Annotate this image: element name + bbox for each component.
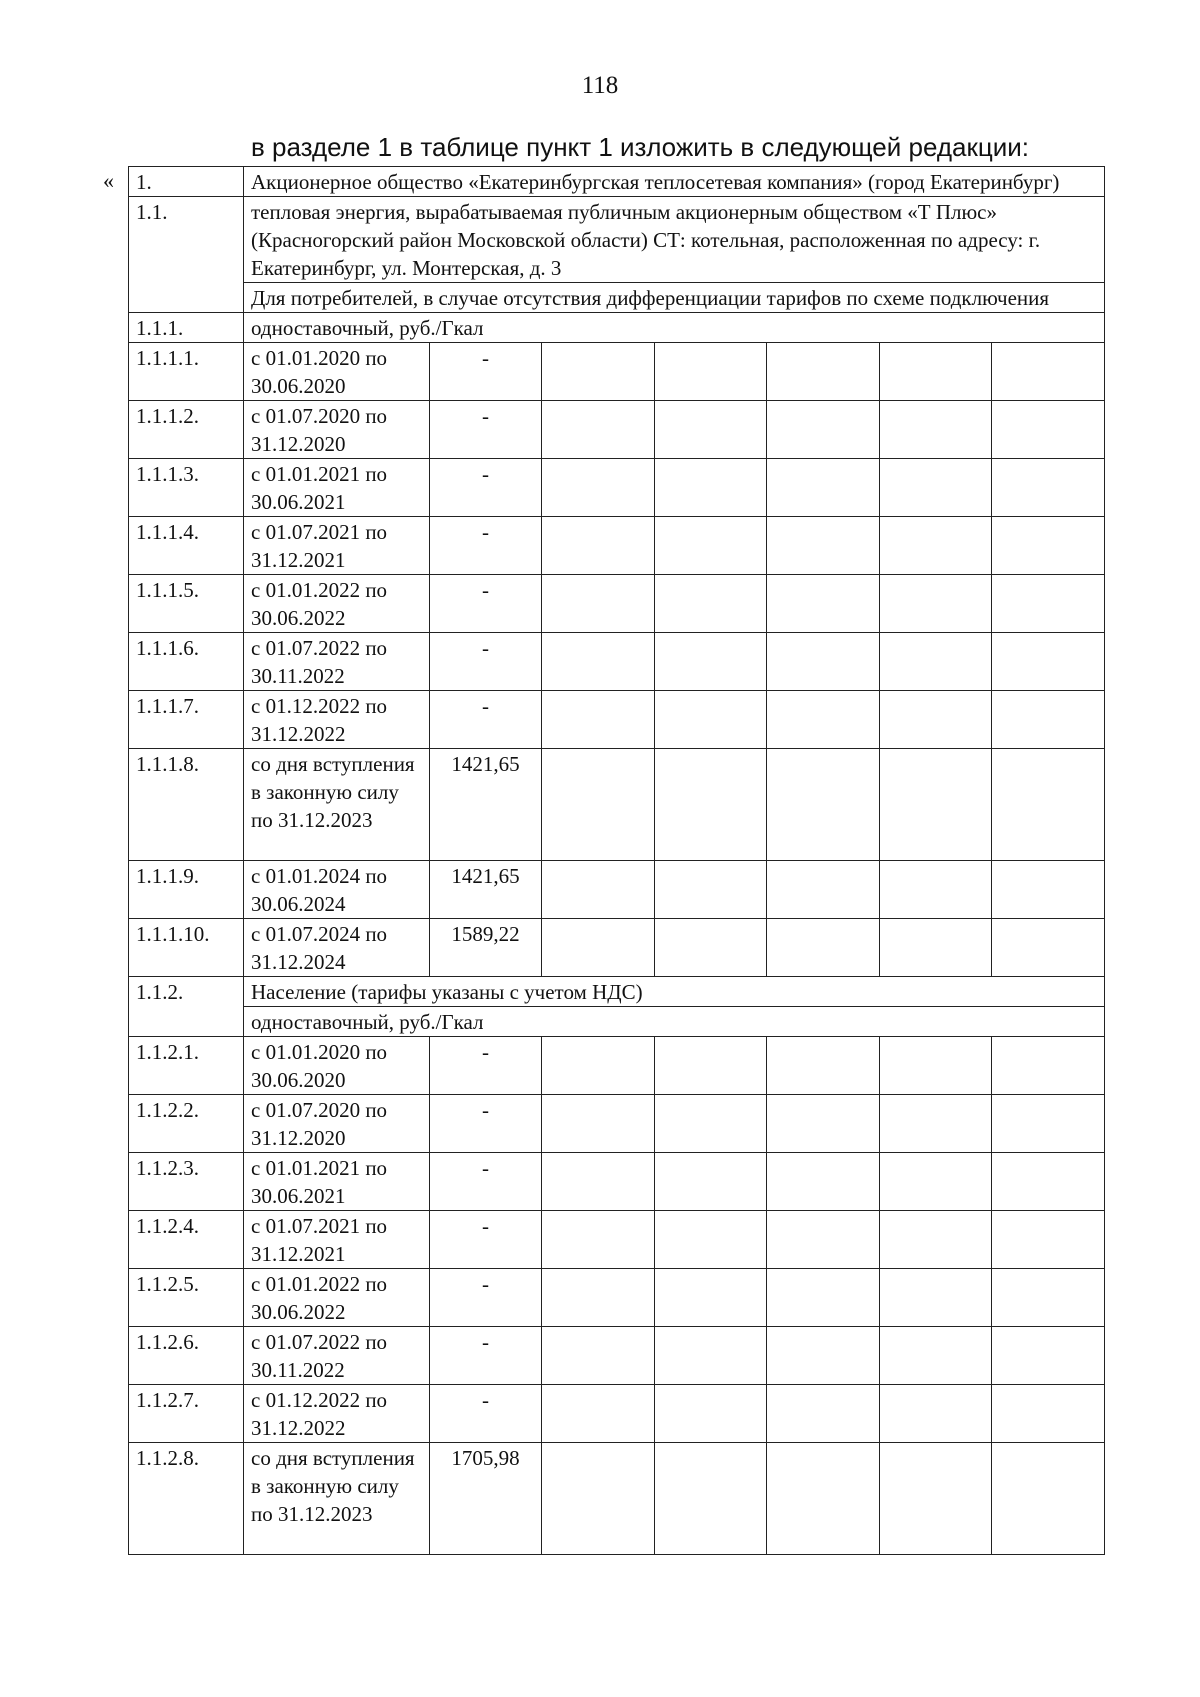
row-number: 1.1.1.9. (129, 861, 244, 919)
table-row (129, 459, 1105, 517)
empty-cell (880, 1385, 992, 1443)
table-row (129, 401, 1105, 459)
opening-quote-mark: « (103, 168, 114, 193)
empty-cell (767, 1327, 880, 1385)
table-row (129, 633, 1105, 691)
row-number: 1.1.1.8. (129, 749, 244, 861)
empty-cell (992, 633, 1105, 691)
empty-cell (992, 517, 1105, 575)
empty-cell (542, 919, 655, 977)
consumers-row (129, 283, 1105, 313)
page-number: 118 (581, 72, 619, 99)
empty-cell (992, 691, 1105, 749)
energy-row (129, 197, 1105, 283)
table-row (129, 1269, 1105, 1327)
empty-cell (992, 1269, 1105, 1327)
value-cell: - (430, 691, 542, 749)
table-row (129, 575, 1105, 633)
consumers-description: Для потребителей, в случае отсутствия дифференциации тарифов по схеме подключения (244, 283, 1105, 313)
empty-cell (542, 1327, 655, 1385)
period-cell: со дня вступления в законную силу по 31.12.2023 (244, 1443, 430, 1555)
table-row (129, 691, 1105, 749)
empty-cell (880, 343, 992, 401)
rate-type: одноставочный, руб./Гкал (244, 1007, 1105, 1037)
empty-cell (880, 1095, 992, 1153)
population-row (129, 977, 1105, 1007)
period-cell: с 01.07.2022 по 30.11.2022 (244, 633, 430, 691)
row-number: 1.1.2.7. (129, 1385, 244, 1443)
empty-cell (542, 401, 655, 459)
org-row (129, 167, 1105, 197)
row-number: 1.1.1.5. (129, 575, 244, 633)
row-number: 1.1.1.7. (129, 691, 244, 749)
empty-cell (767, 459, 880, 517)
period-cell: с 01.01.2021 по 30.06.2021 (244, 1153, 430, 1211)
empty-cell (992, 343, 1105, 401)
empty-cell (767, 1385, 880, 1443)
empty-cell (767, 343, 880, 401)
value-cell: - (430, 1153, 542, 1211)
empty-cell (992, 401, 1105, 459)
empty-cell (880, 401, 992, 459)
period-cell: с 01.01.2021 по 30.06.2021 (244, 459, 430, 517)
empty-cell (655, 401, 767, 459)
value-cell: - (430, 517, 542, 575)
org-name: Акционерное общество «Екатеринбургская теплосетевая компания» (город Екатеринбург) (244, 167, 1105, 197)
row-number: 1.1.1.2. (129, 401, 244, 459)
period-cell: с 01.01.2022 по 30.06.2022 (244, 575, 430, 633)
empty-cell (880, 575, 992, 633)
table-row (129, 749, 1105, 861)
empty-cell (542, 343, 655, 401)
empty-cell (880, 1037, 992, 1095)
empty-cell (992, 861, 1105, 919)
empty-cell (880, 1443, 992, 1555)
empty-cell (992, 749, 1105, 861)
row-number: 1.1.2.5. (129, 1269, 244, 1327)
empty-cell (767, 749, 880, 861)
period-cell: с 01.12.2022 по 31.12.2022 (244, 1385, 430, 1443)
empty-cell (655, 691, 767, 749)
row-number: 1.1.1. (129, 313, 244, 343)
row-number: 1.1.2.3. (129, 1153, 244, 1211)
empty-cell (542, 1095, 655, 1153)
row-number: 1.1. (129, 197, 244, 313)
empty-cell (767, 633, 880, 691)
row-number: 1.1.2.1. (129, 1037, 244, 1095)
value-cell: - (430, 1327, 542, 1385)
empty-cell (542, 633, 655, 691)
table-row (129, 1153, 1105, 1211)
value-cell: - (430, 343, 542, 401)
empty-cell (767, 1153, 880, 1211)
table-row (129, 1211, 1105, 1269)
row-number: 1.1.1.10. (129, 919, 244, 977)
empty-cell (655, 861, 767, 919)
empty-cell (655, 749, 767, 861)
period-cell: с 01.07.2020 по 31.12.2020 (244, 401, 430, 459)
value-cell: - (430, 1269, 542, 1327)
empty-cell (542, 1153, 655, 1211)
empty-cell (542, 1269, 655, 1327)
empty-cell (992, 1443, 1105, 1555)
period-cell: с 01.07.2021 по 31.12.2021 (244, 517, 430, 575)
empty-cell (655, 1153, 767, 1211)
empty-cell (992, 1327, 1105, 1385)
table-row (129, 919, 1105, 977)
empty-cell (542, 1037, 655, 1095)
empty-cell (655, 633, 767, 691)
period-cell: с 01.07.2024 по 31.12.2024 (244, 919, 430, 977)
empty-cell (655, 1385, 767, 1443)
empty-cell (655, 1443, 767, 1555)
value-cell: - (430, 1385, 542, 1443)
empty-cell (655, 575, 767, 633)
period-cell: с 01.12.2022 по 31.12.2022 (244, 691, 430, 749)
empty-cell (880, 1211, 992, 1269)
row-number: 1. (129, 167, 244, 197)
empty-cell (655, 1037, 767, 1095)
value-cell: 1589,22 (430, 919, 542, 977)
rate-row (129, 1007, 1105, 1037)
row-number: 1.1.2.2. (129, 1095, 244, 1153)
empty-cell (542, 1211, 655, 1269)
value-cell: 1421,65 (430, 861, 542, 919)
empty-cell (542, 459, 655, 517)
table-row (129, 861, 1105, 919)
row-number: 1.1.2.6. (129, 1327, 244, 1385)
empty-cell (767, 1269, 880, 1327)
empty-cell (655, 343, 767, 401)
rate-type: одноставочный, руб./Гкал (244, 313, 1105, 343)
empty-cell (542, 691, 655, 749)
period-cell: со дня вступления в законную силу по 31.12.2023 (244, 749, 430, 861)
empty-cell (992, 1037, 1105, 1095)
tariff-table (128, 166, 1105, 1555)
empty-cell (880, 691, 992, 749)
empty-cell (880, 633, 992, 691)
empty-cell (767, 401, 880, 459)
empty-cell (767, 1211, 880, 1269)
value-cell: - (430, 401, 542, 459)
table-row (129, 517, 1105, 575)
period-cell: с 01.07.2021 по 31.12.2021 (244, 1211, 430, 1269)
empty-cell (880, 459, 992, 517)
row-number: 1.1.2.8. (129, 1443, 244, 1555)
row-number: 1.1.2. (129, 977, 244, 1037)
empty-cell (655, 1211, 767, 1269)
empty-cell (880, 919, 992, 977)
empty-cell (767, 517, 880, 575)
empty-cell (880, 749, 992, 861)
empty-cell (542, 861, 655, 919)
empty-cell (542, 517, 655, 575)
empty-cell (767, 575, 880, 633)
empty-cell (880, 517, 992, 575)
period-cell: с 01.07.2022 по 30.11.2022 (244, 1327, 430, 1385)
empty-cell (992, 575, 1105, 633)
empty-cell (655, 459, 767, 517)
empty-cell (655, 1095, 767, 1153)
amendment-heading: в разделе 1 в таблице пункт 1 изложить в следующей редакции: (250, 132, 1030, 162)
rate-row (129, 313, 1105, 343)
period-cell: с 01.01.2024 по 30.06.2024 (244, 861, 430, 919)
period-cell: с 01.07.2020 по 31.12.2020 (244, 1095, 430, 1153)
empty-cell (767, 1443, 880, 1555)
population-description: Население (тарифы указаны с учетом НДС) (244, 977, 1105, 1007)
value-cell: 1705,98 (430, 1443, 542, 1555)
empty-cell (767, 1095, 880, 1153)
empty-cell (880, 1327, 992, 1385)
table-row (129, 1385, 1105, 1443)
row-number: 1.1.2.4. (129, 1211, 244, 1269)
empty-cell (992, 1095, 1105, 1153)
value-cell: - (430, 575, 542, 633)
row-number: 1.1.1.1. (129, 343, 244, 401)
table-row (129, 1443, 1105, 1555)
empty-cell (655, 517, 767, 575)
empty-cell (992, 919, 1105, 977)
empty-cell (880, 861, 992, 919)
empty-cell (880, 1269, 992, 1327)
empty-cell (542, 1443, 655, 1555)
empty-cell (880, 1153, 992, 1211)
row-number: 1.1.1.3. (129, 459, 244, 517)
empty-cell (542, 575, 655, 633)
period-cell: с 01.01.2020 по 30.06.2020 (244, 343, 430, 401)
value-cell: - (430, 459, 542, 517)
energy-description: тепловая энергия, вырабатываемая публичным акционерным обществом «Т Плюс» (Красногорский район Московской области) СТ: котельная, расположенная по адресу: г. Екатеринбург, ул. Монтерская, д. 3 (244, 197, 1105, 283)
empty-cell (992, 459, 1105, 517)
empty-cell (767, 691, 880, 749)
empty-cell (655, 919, 767, 977)
table-row (129, 1037, 1105, 1095)
value-cell: - (430, 1095, 542, 1153)
table-row (129, 343, 1105, 401)
empty-cell (542, 1385, 655, 1443)
value-cell: - (430, 1211, 542, 1269)
empty-cell (655, 1327, 767, 1385)
table-row (129, 1327, 1105, 1385)
empty-cell (767, 861, 880, 919)
empty-cell (992, 1385, 1105, 1443)
row-number: 1.1.1.6. (129, 633, 244, 691)
empty-cell (542, 749, 655, 861)
value-cell: - (430, 1037, 542, 1095)
value-cell: 1421,65 (430, 749, 542, 861)
empty-cell (655, 1269, 767, 1327)
row-number: 1.1.1.4. (129, 517, 244, 575)
empty-cell (992, 1211, 1105, 1269)
value-cell: - (430, 633, 542, 691)
period-cell: с 01.01.2022 по 30.06.2022 (244, 1269, 430, 1327)
empty-cell (767, 919, 880, 977)
period-cell: с 01.01.2020 по 30.06.2020 (244, 1037, 430, 1095)
table-row (129, 1095, 1105, 1153)
empty-cell (767, 1037, 880, 1095)
empty-cell (992, 1153, 1105, 1211)
